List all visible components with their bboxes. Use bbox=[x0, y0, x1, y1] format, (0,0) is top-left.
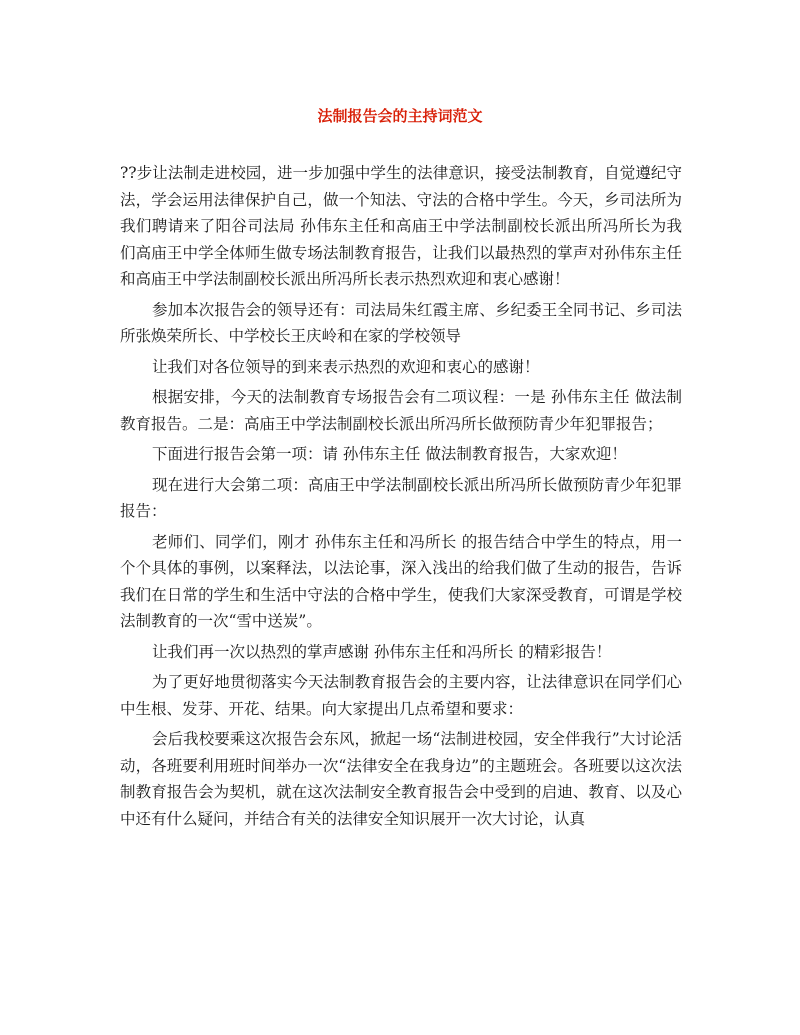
paragraph-7: 老师们、同学们，刚才 孙伟东主任和冯所长 的报告结合中学生的特点，用一个个具体的事例，以案释法，以法论事，深入浅出的给我们做了生动的报告，告诉我们在日常的学生和生活中守法的合格中学生，使我们大家深受教育，可谓是学校法制教育的一次“雪中送炭”。 bbox=[120, 532, 682, 630]
paragraph-5: 下面进行报告会第一项：请 孙伟东主任 做法制教育报告，大家欢迎！ bbox=[152, 445, 627, 463]
paragraph-10: 会后我校要乘这次报告会东风，掀起一场“法制进校园，安全伴我行”大讨论活动，各班要利用班时间举办一次“法律安全在我身边”的主题班会。各班要以这次法制教育报告会为契机，就在这次法制安全教育报告会中受到的启迪、教育、以及心中还有什么疑问，并结合有关的法律安全知识展开一次大讨论，认真 bbox=[120, 730, 682, 828]
paragraph-6: 现在进行大会第二项：高庙王中学法制副校长派出所冯所长做预防青少年犯罪报告： bbox=[120, 475, 682, 520]
paragraph-3: 让我们对各位领导的到来表示热烈的欢迎和衷心的感谢！ bbox=[152, 357, 540, 376]
document-title: 法制报告会的主持词范文 bbox=[317, 107, 483, 125]
paragraph-2: 参加本次报告会的领导还有：司法局朱红霞主席、乡纪委王全同书记、乡司法所张焕荣所长、中学校长王庆岭和在家的学校领导 bbox=[120, 300, 682, 345]
paragraph-4: 根据安排，今天的法制教育专场报告会有二项议程：一是 孙伟东主任 做法制教育报告。二是：高庙王中学法制副校长派出所冯所长做预防青少年犯罪报告； bbox=[120, 388, 682, 433]
document-body bbox=[120, 160, 682, 836]
paragraph-8: 让我们再一次以热烈的掌声感谢 孙伟东主任和冯所长 的精彩报告！ bbox=[152, 642, 612, 661]
paragraph-9: 为了更好地贯彻落实今天法制教育报告会的主要内容，让法律意识在同学们心中生根、发芽、开花、结果。向大家提出几点希望和要求： bbox=[120, 673, 682, 718]
paragraph-1: ??步让法制走进校园，进一步加强中学生的法律意识，接受法制教育，自觉遵纪守法，学会运用法律保护自己，做一个知法、守法的合格中学生。今天，乡司法所为我们聘请来了阳谷司法局 孙伟东主任和高庙王中学法制副校长派出所冯所长为我们高庙王中学全体师生做专场法制教育报告，让我们以最热烈的掌声对孙伟东主任和高庙王中学法制副校长派出所冯所长表示热烈欢迎和衷心感谢！ bbox=[120, 164, 682, 288]
